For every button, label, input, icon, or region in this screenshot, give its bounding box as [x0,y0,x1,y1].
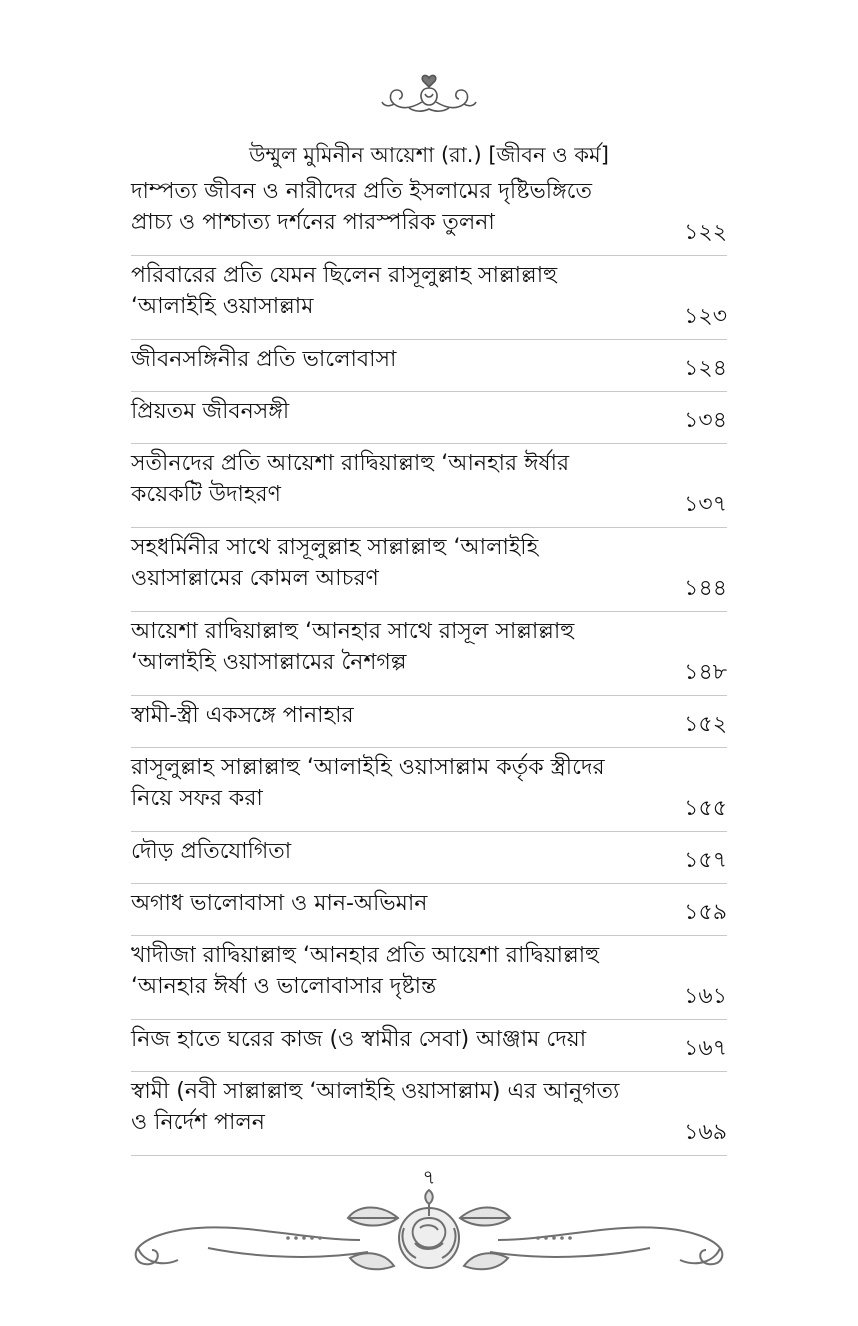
toc-entry-page-number: ১৩৭ [684,492,727,517]
toc-entry-title: দৌড় প্রতিযোগিতা [131,839,292,864]
toc-entry-title: স্বামী (নবী সাল্লাল্লাহু ‘আলাইহি ওয়াসাল্লাম) এর আনুগত্য ও নির্দেশ পালন [131,1079,620,1135]
toc-entry[interactable] [131,528,727,612]
toc-entry-title: রাসূলুল্লাহ সাল্লাল্লাহু ‘আলাইহি ওয়াসাল্লাম কর্তৃক স্ত্রীদের নিয়ে সফর করা [131,755,605,811]
toc-entry-page-number: ১২২ [684,220,727,245]
toc-entry[interactable] [131,1020,727,1072]
top-flourish-ornament [379,72,479,120]
toc-entry[interactable] [131,340,727,392]
toc-entry[interactable] [131,444,727,528]
toc-entry[interactable] [131,884,727,936]
toc-entry-page-number: ১৪৮ [684,660,727,685]
toc-entry[interactable] [131,832,727,884]
toc-entry[interactable] [131,612,727,696]
toc-entry[interactable] [131,1072,727,1156]
table-of-contents [131,172,727,1156]
toc-entry-title: সতীনদের প্রতি আয়েশা রাদ্বিয়াল্লাহু ‘আনহার ঈর্ষার কয়েকটি উদাহরণ [131,451,570,507]
toc-entry[interactable] [131,172,727,256]
toc-entry[interactable] [131,392,727,444]
toc-entry-page-number: ১২৩ [684,304,727,329]
toc-entry-title: দাম্পত্য জীবন ও নারীদের প্রতি ইসলামের দৃষ্টিভঙ্গিতে প্রাচ্য ও পাশ্চাত্য দর্শনের পারস্পরিক তুলনা [131,179,593,235]
toc-entry[interactable] [131,256,727,340]
toc-entry[interactable] [131,748,727,832]
toc-entry-page-number: ১২৪ [684,356,727,381]
toc-entry-page-number: ১৬৯ [684,1120,727,1145]
toc-entry-title: প্রিয়তম জীবনসঙ্গী [131,399,290,424]
toc-entry-page-number: ১৪৪ [684,576,727,601]
page-number: ৭ [422,1165,436,1189]
toc-entry[interactable] [131,696,727,748]
toc-entry-page-number: ১৫৭ [684,848,727,873]
toc-entry-title: খাদীজা রাদ্বিয়াল্লাহু ‘আনহার প্রতি আয়েশা রাদ্বিয়াল্লাহু ‘আনহার ঈর্ষা ও ভালোবাসার দৃষ্টান্ত [131,943,600,999]
toc-entry-title: স্বামী-স্ত্রী একসঙ্গে পানাহার [131,703,354,728]
toc-entry-title: সহধর্মিনীর সাথে রাসূলুল্লাহ সাল্লাল্লাহু ‘আলাইহি ওয়াসাল্লামের কোমল আচরণ [131,535,539,591]
toc-entry-title: আয়েশা রাদ্বিয়াল্লাহু ‘আনহার সাথে রাসূল সাল্লাল্লাহু ‘আলাইহি ওয়াসাল্লামের নৈশগল্প [131,619,575,675]
toc-entry-title: নিজ হাতে ঘরের কাজ (ও স্বামীর সেবা) আঞ্জাম দেয়া [131,1027,587,1052]
bottom-rose-ornament [128,1188,730,1298]
running-header: উম্মুল মুমিনীন আয়েশা (রা.) [জীবন ও কর্ম] [249,143,609,167]
toc-entry-title: জীবনসঙ্গিনীর প্রতি ভালোবাসা [131,347,397,372]
toc-entry-page-number: ১৫৫ [684,796,727,821]
toc-entry-page-number: ১৬১ [684,984,727,1009]
toc-entry-page-number: ১৫৯ [684,900,727,925]
toc-entry-page-number: ১৬৭ [684,1036,727,1061]
toc-entry-title: পরিবারের প্রতি যেমন ছিলেন রাসূলুল্লাহ সাল্লাল্লাহু ‘আলাইহি ওয়াসাল্লাম [131,263,558,319]
toc-entry-title: অগাধ ভালোবাসা ও মান-অভিমান [131,891,428,916]
toc-entry-page-number: ১৩৪ [684,408,727,433]
toc-entry-page-number: ১৫২ [684,712,727,737]
toc-entry[interactable] [131,936,727,1020]
